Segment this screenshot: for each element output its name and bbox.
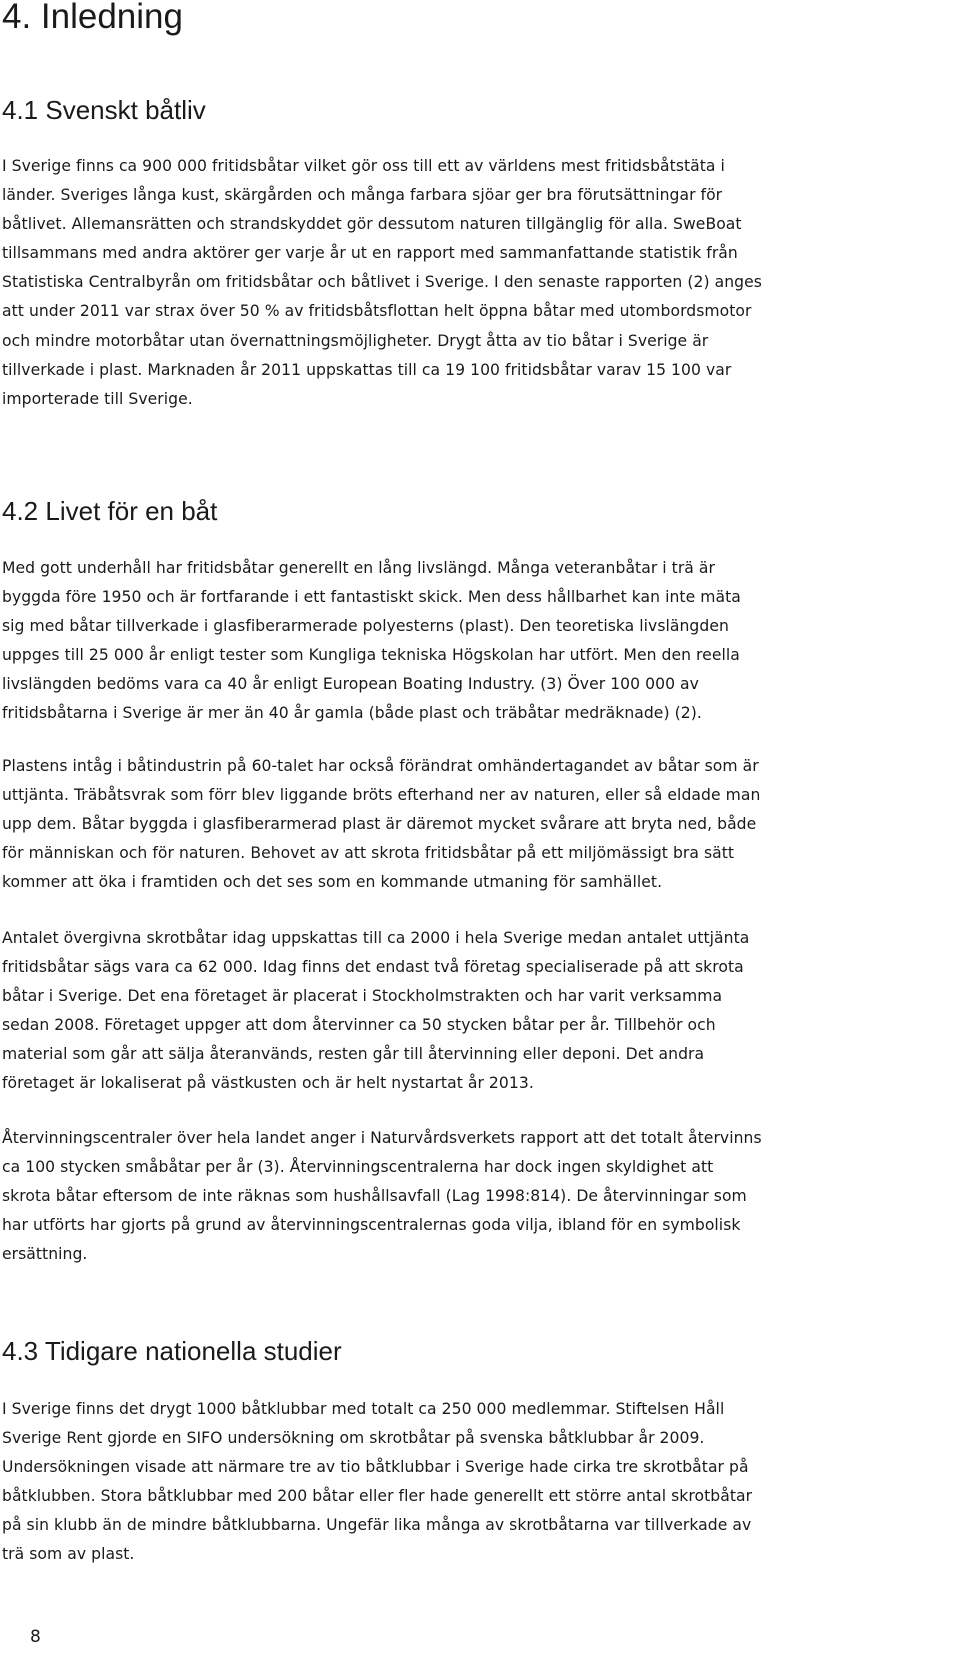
chapter-title: 4. Inledning [2, 0, 183, 36]
section-heading-4-3: 4.3 Tidigare nationella studier [2, 1336, 342, 1366]
paragraph-4-3-1 [2, 1395, 752, 1570]
text-line: Undersökningen visade att närmare tre av tio båtklubbar i Sverige hade cirka tre skrotbåtar på [2, 1458, 749, 1477]
text-line: Statistiska Centralbyrån om fritidsbåtar och båtlivet i Sverige. I den senaste rapporten (2) anges [2, 273, 762, 292]
text-line: tillsammans med andra aktörer ger varje år ut en rapport med sammanfattande statistik från [2, 244, 738, 263]
text-line: sedan 2008. Företaget uppger att dom återvinner ca 50 stycken båtar per år. Tillbehör och [2, 1016, 716, 1035]
text-line: för människan och för naturen. Behovet av att skrota fritidsbåtar på ett miljömässigt bra sätt [2, 844, 735, 863]
text-line: upp dem. Båtar byggda i glasfiberarmerad plast är däremot mycket svårare att bryta ned, både [2, 815, 757, 834]
text-line: importerade till Sverige. [2, 389, 193, 408]
text-line: byggda före 1950 och är fortfarande i ett fantastiskt skick. Men dess hållbarhet kan inte mäta [2, 588, 741, 607]
text-line: ca 100 stycken småbåtar per år (3). Återvinningscentralerna har dock ingen skyldighet att [2, 1158, 714, 1177]
text-line: båtar i Sverige. Det ena företaget är placerat i Stockholmstrakten och har varit verksamma [2, 987, 723, 1006]
text-line: skrota båtar eftersom de inte räknas som hushållsavfall (Lag 1998:814). De återvinningar som [2, 1187, 747, 1206]
paragraph-4-2-3 [2, 924, 749, 1099]
text-line: uppges till 25 000 år enligt tester som Kungliga tekniska Högskolan har utfört. Men den reella [2, 646, 740, 665]
text-line: livslängden bedöms vara ca 40 år enligt European Boating Industry. (3) Över 100 000 av [2, 675, 699, 694]
text-line: båtlivet. Allemansrätten och strandskyddet gör dessutom naturen tillgänglig för alla. SweBoat [2, 215, 742, 234]
text-line: uttjänta. Träbåtsvrak som förr blev liggande bröts efterhand ner av naturen, eller så eldade man [2, 786, 761, 805]
page-number: 8 [30, 1627, 41, 1647]
text-line: fritidsbåtar sägs vara ca 62 000. Idag finns det endast två företag specialiserade på att skrota [2, 958, 744, 977]
text-line: Sverige Rent gjorde en SIFO undersökning om skrotbåtar på svenska båtklubbar år 2009. [2, 1429, 705, 1448]
text-line: Plastens intåg i båtindustrin på 60-talet har också förändrat omhändertagandet av båtar som är [2, 757, 759, 775]
paragraph-4-1-1 [2, 152, 762, 414]
text-line: att under 2011 var strax över 50 % av fritidsbåtsflottan helt öppna båtar med utombordsmotor [2, 302, 752, 321]
text-line: trä som av plast. [2, 1545, 135, 1564]
text-line: Återvinningscentraler över hela landet anger i Naturvårdsverkets rapport att det totalt återvinns [2, 1129, 762, 1147]
text-line: ersättning. [2, 1245, 88, 1264]
text-line: sig med båtar tillverkade i glasfiberarmerade polyesterns (plast). Den teoretiska livslängden [2, 617, 729, 636]
paragraph-4-2-4 [2, 1124, 762, 1269]
text-line: företaget är lokaliserat på västkusten och är helt nystartat år 2013. [2, 1074, 534, 1093]
text-line: Med gott underhåll har fritidsbåtar generellt en lång livslängd. Många veteranbåtar i trä är [2, 559, 715, 577]
text-line: länder. Sveriges långa kust, skärgården och många farbara sjöar ger bra förutsättningar för [2, 186, 723, 205]
text-line: har utförts har gjorts på grund av återvinningscentralernas goda vilja, ibland för en symbolisk [2, 1216, 741, 1235]
text-line: på sin klubb än de mindre båtklubbarna. Ungefär lika många av skrotbåtarna var tillverkade av [2, 1516, 752, 1535]
text-line: fritidsbåtarna i Sverige är mer än 40 år gamla (både plast och träbåtar medräknade) (2). [2, 704, 702, 723]
text-line: kommer att öka i framtiden och det ses som en kommande utmaning för samhället. [2, 873, 663, 892]
text-line: material som går att sälja återanvänds, resten går till återvinning eller deponi. Det andra [2, 1045, 705, 1064]
section-heading-4-1: 4.1 Svenskt båtliv [2, 95, 206, 125]
text-line: I Sverige finns det drygt 1000 båtklubbar med totalt ca 250 000 medlemmar. Stiftelsen Håll [2, 1400, 725, 1418]
text-line: Antalet övergivna skrotbåtar idag uppskattas till ca 2000 i hela Sverige medan antalet uttjänta [2, 929, 750, 947]
text-line: I Sverige finns ca 900 000 fritidsbåtar vilket gör oss till ett av världens mest fritidsbåtstäta i [2, 157, 725, 175]
section-heading-4-2: 4.2 Livet för en båt [2, 496, 218, 526]
text-line: båtklubben. Stora båtklubbar med 200 båtar eller fler hade generellt ett större antal skrotbåtar [2, 1487, 753, 1506]
paragraph-4-2-2 [2, 752, 760, 897]
text-line: och mindre motorbåtar utan övernattningsmöjligheter. Drygt åtta av tio båtar i Sverige är [2, 331, 709, 350]
text-line: tillverkade i plast. Marknaden år 2011 uppskattas till ca 19 100 fritidsbåtar varav 15 100 var [2, 360, 732, 379]
paragraph-4-2-1 [2, 554, 741, 729]
